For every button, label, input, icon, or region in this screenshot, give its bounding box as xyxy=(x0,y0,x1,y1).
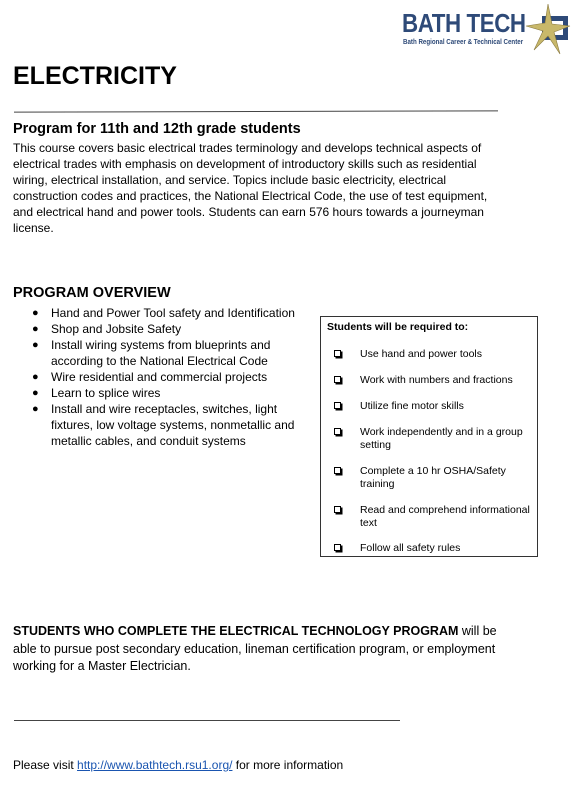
list-item xyxy=(32,337,311,369)
checkbox-icon xyxy=(334,428,341,435)
requirement-text: Utilize fine motor skills xyxy=(360,400,464,412)
bullet-icon: ● xyxy=(32,403,39,415)
bullet-icon: ● xyxy=(32,307,39,319)
bullet-icon: ● xyxy=(32,387,39,399)
checkbox-icon xyxy=(334,350,341,357)
logo-brand-text: BATH TECH xyxy=(402,8,526,38)
bullet-icon: ● xyxy=(32,339,39,351)
star-logo-icon xyxy=(524,4,572,56)
visit-line xyxy=(13,758,343,772)
intro-paragraph: This course covers basic electrical trades terminology and develops technical aspects of electrical trades with emphasis on development of introductory skills such as residential wiring, electrical installation, and service. Topics include basic electricity, electrical construction codes and practices, the National Electrical Code, the use of test equipment, and electrical hand and power tools. Students can earn 576 hours towards a journeyman license. xyxy=(13,141,488,235)
list-item xyxy=(32,305,311,321)
requirement-text: Work independently and in a group setting xyxy=(360,426,523,451)
program-overview-heading: PROGRAM OVERVIEW xyxy=(13,285,171,301)
list-item xyxy=(32,321,311,337)
closing-paragraph xyxy=(13,623,513,676)
bullet-icon: ● xyxy=(32,371,39,383)
list-item xyxy=(32,401,311,449)
requirement-text: Follow all safety rules xyxy=(360,542,461,554)
requirement-text: Work with numbers and fractions xyxy=(360,374,513,386)
program-subtitle: Program for 11th and 12th grade students xyxy=(13,121,301,137)
checkbox-icon xyxy=(334,544,341,551)
closing-lead: STUDENTS WHO COMPLETE THE ELECTRICAL TECHNOLOGY PROGRAM xyxy=(13,624,459,638)
overview-item-text: Wire residential and commercial projects xyxy=(51,370,268,384)
checkbox-icon xyxy=(334,467,341,474)
checkbox-icon xyxy=(334,376,341,383)
overview-item-text: Hand and Power Tool safety and Identification xyxy=(51,306,295,320)
list-item xyxy=(32,385,311,401)
requirements-box xyxy=(320,316,538,557)
overview-item-text: Learn to splice wires xyxy=(51,386,161,400)
bath-tech-logo xyxy=(402,6,572,52)
requirement-text: Complete a 10 hr OSHA/Safety training xyxy=(360,465,506,490)
requirement-text: Read and comprehend informational text xyxy=(360,504,530,529)
website-link[interactable]: http://www.bathtech.rsu1.org/ xyxy=(77,758,233,772)
requirement-text: Use hand and power tools xyxy=(360,348,482,360)
title-divider xyxy=(14,110,498,112)
overview-item-text: Install and wire receptacles, switches, light fixtures, low voltage systems, nonmetallic and metallic cables, and conduit systems xyxy=(51,402,295,448)
closing-rest: will be able to pursue post secondary education, lineman certification program, or employment working for a Master Electrician. xyxy=(13,624,497,673)
overview-item-text: Install wiring systems from blueprints and according to the National Electrical Code xyxy=(51,338,271,368)
list-item xyxy=(32,369,311,385)
bullet-icon: ● xyxy=(32,323,39,335)
checkbox-icon xyxy=(334,506,341,513)
logo-subtitle: Bath Regional Career & Technical Center xyxy=(403,37,524,46)
visit-suffix: for more information xyxy=(232,758,344,772)
overview-item-text: Shop and Jobsite Safety xyxy=(51,322,182,336)
bottom-divider xyxy=(14,720,400,721)
requirements-heading: Students will be required to: xyxy=(327,321,469,333)
page-title: ELECTRICITY xyxy=(13,62,177,90)
program-overview-list xyxy=(32,305,311,449)
checkbox-icon xyxy=(334,402,341,409)
visit-prefix: Please visit xyxy=(13,758,78,772)
